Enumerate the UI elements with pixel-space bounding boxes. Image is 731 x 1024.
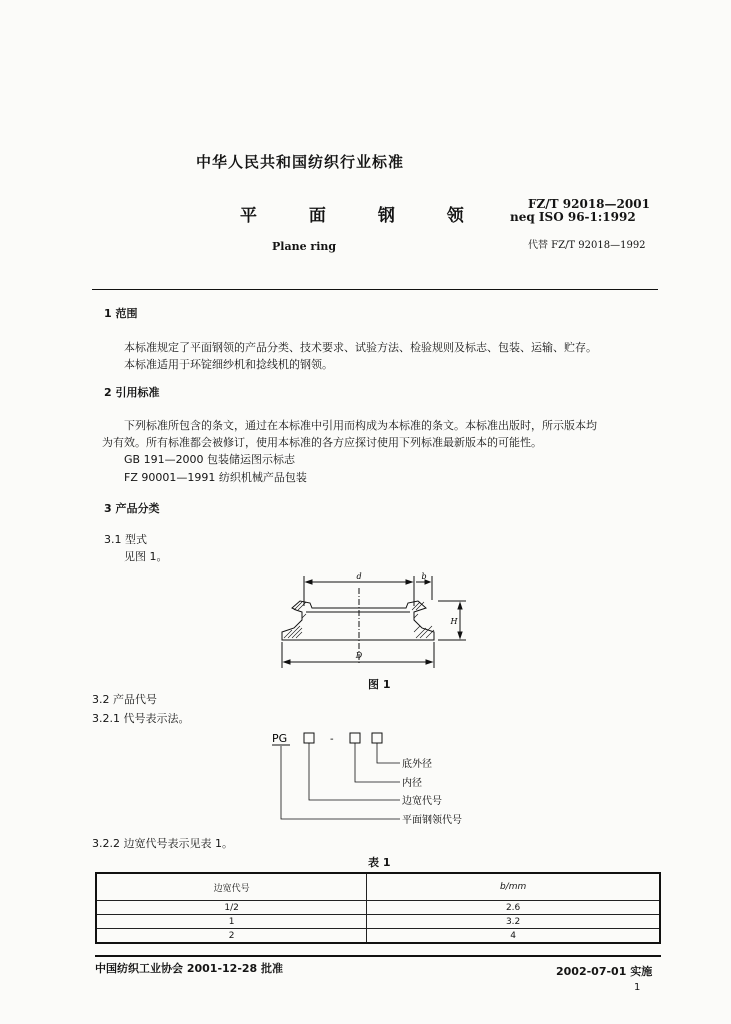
table-header-b-mm: b/mm bbox=[367, 873, 660, 901]
table-cell-code: 2 bbox=[96, 929, 367, 944]
figure-1-caption: 图 1 bbox=[368, 678, 391, 691]
dim-label-b: b bbox=[421, 572, 427, 581]
product-code-diagram bbox=[270, 730, 510, 828]
effective-date: 2002-07-01 实施 bbox=[556, 965, 653, 978]
section-3-title: 3 产品分类 bbox=[104, 502, 160, 515]
org-title: 中华人民共和国纺织行业标准 bbox=[196, 153, 405, 171]
code-box-edge-width bbox=[304, 733, 314, 743]
table-1-caption: 表 1 bbox=[368, 856, 391, 869]
section-1-para-1: 本标准规定了平面钢领的产品分类、技术要求、试验方法、检验规则及标志、包装、运输、贮存。 bbox=[124, 341, 597, 354]
code-label-product: 平面钢领代号 bbox=[402, 815, 462, 826]
table-row bbox=[96, 915, 660, 929]
table-1 bbox=[95, 872, 661, 944]
section-1-title: 1 范围 bbox=[104, 307, 138, 320]
code-box-base-outer-diameter bbox=[372, 733, 382, 743]
section-2-para-line-1: 下列标准所包含的条文，通过在本标准中引用而构成为本标准的条文。本标准出版时，所示版本均 bbox=[124, 419, 597, 432]
dim-label-d: d bbox=[356, 572, 362, 581]
section-3-2-1-title: 3.2.1 代号表示法。 bbox=[92, 712, 190, 725]
section-3-2-2-title: 3.2.2 边宽代号表示见表 1。 bbox=[92, 837, 233, 850]
approval-date: 中国纺织工业协会 2001-12-28 批准 bbox=[95, 962, 284, 975]
iso-reference: neq ISO 96-1:1992 bbox=[510, 210, 636, 224]
table-row bbox=[96, 929, 660, 944]
reference-fz90001: FZ 90001—1991 纺织机械产品包装 bbox=[124, 471, 307, 484]
standard-title-en: Plane ring bbox=[272, 240, 337, 253]
code-prefix: PG bbox=[272, 732, 288, 745]
section-3-1-para: 见图 1。 bbox=[124, 550, 168, 563]
code-box-inner-diameter bbox=[350, 733, 360, 743]
table-cell-code: 1 bbox=[96, 915, 367, 929]
table-header-edge-code: 边宽代号 bbox=[96, 873, 367, 901]
table-cell-b: 4 bbox=[367, 929, 660, 944]
header-rule bbox=[92, 289, 658, 290]
section-3-2-title: 3.2 产品代号 bbox=[92, 693, 157, 706]
replaces-standard: 代替 FZ/T 92018—1992 bbox=[528, 240, 646, 251]
table-row bbox=[96, 901, 660, 915]
table-cell-b: 2.6 bbox=[367, 901, 660, 915]
code-label-edge-width: 边宽代号 bbox=[402, 796, 442, 807]
standard-number: FZ/T 92018—2001 bbox=[528, 197, 650, 211]
section-2-title: 2 引用标准 bbox=[104, 386, 160, 399]
section-1-para-2: 本标准适用于环锭细纱机和捻线机的钢领。 bbox=[124, 358, 333, 371]
dim-label-H: H bbox=[450, 617, 458, 626]
page-number: 1 bbox=[634, 982, 641, 993]
section-2-para-line-2: 为有效。所有标准都会被修订，使用本标准的各方应探讨使用下列标准最新版本的可能性。 bbox=[102, 436, 542, 449]
reference-gb191: GB 191—2000 包装储运图示标志 bbox=[124, 453, 296, 466]
code-label-base-outer-diameter: 底外径 bbox=[402, 759, 432, 770]
table-cell-code: 1/2 bbox=[96, 901, 367, 915]
section-3-1-title: 3.1 型式 bbox=[104, 533, 147, 546]
code-dash: - bbox=[330, 734, 334, 745]
dim-label-D: D bbox=[355, 651, 363, 660]
table-cell-b: 3.2 bbox=[367, 915, 660, 929]
figure-1-ring-drawing bbox=[270, 568, 480, 674]
footer-rule bbox=[95, 955, 661, 957]
table-header-row bbox=[96, 873, 660, 901]
code-label-inner-diameter: 内径 bbox=[402, 778, 422, 789]
standard-title-cn: 平 面 钢 领 bbox=[240, 206, 484, 226]
